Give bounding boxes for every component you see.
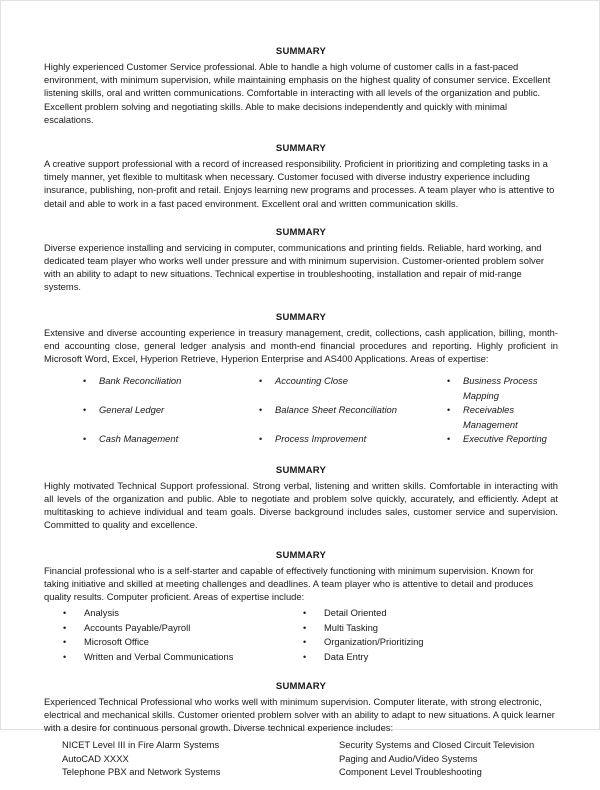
- list-item: [83, 403, 259, 432]
- section-heading: SUMMARY: [275, 311, 327, 323]
- list-item: [63, 621, 303, 636]
- bullet-icon: •: [259, 405, 263, 416]
- list-item-label: Microsoft Office: [84, 636, 149, 648]
- list-item-label: Cash Management: [99, 433, 179, 445]
- section-heading: SUMMARY: [275, 680, 327, 692]
- list-item-label: Data Entry: [324, 650, 369, 662]
- section-heading: SUMMARY: [275, 464, 327, 476]
- summary-section-3: [44, 226, 558, 294]
- bullet-icon: •: [447, 434, 451, 445]
- list-item-label: Accounting Close: [275, 375, 348, 387]
- section-paragraph: Diverse experience installing and servicing in computer, communications and printing fields. Reliable, hard working, and dedicated team player who works well under pressure and with minimum supervision. Customer-oriented problem solver with an ability to adapt to new situations. Technical expertise in troubleshooting, installation and repair of mid-range systems.: [44, 241, 545, 293]
- list-item: AutoCAD XXXX: [62, 752, 129, 764]
- list-item: [303, 606, 558, 621]
- bullet-icon: •: [303, 622, 307, 633]
- bullet-icon: •: [303, 637, 307, 648]
- technical-experience-grid-two-column: [62, 738, 558, 779]
- bullet-icon: •: [259, 434, 263, 445]
- list-item: [447, 374, 558, 403]
- summary-section-1: [44, 45, 558, 126]
- summary-section-2: [44, 142, 558, 210]
- list-item: Paging and Audio/Video Systems: [339, 752, 478, 764]
- section-heading: SUMMARY: [275, 46, 327, 57]
- bullet-icon: •: [303, 651, 307, 662]
- list-item: [83, 432, 259, 447]
- list-item: NICET Level III in Fire Alarm Systems: [62, 739, 220, 751]
- list-item: [63, 650, 303, 665]
- list-item: Telephone PBX and Network Systems: [62, 766, 221, 778]
- bullet-icon: •: [447, 405, 451, 416]
- list-item: [447, 432, 558, 447]
- expertise-bullet-grid-three-column: [83, 374, 558, 447]
- list-item: [83, 374, 259, 403]
- list-item: [63, 606, 303, 621]
- bullet-icon: •: [83, 434, 87, 445]
- list-item-label: Executive Reporting: [463, 433, 547, 445]
- list-item: [303, 650, 558, 665]
- list-item-label: Multi Tasking: [324, 621, 379, 633]
- list-item-label: Organization/Prioritizing: [324, 636, 424, 648]
- summary-section-4: [44, 311, 558, 447]
- summary-section-7: [44, 680, 558, 779]
- bullet-icon: •: [303, 608, 307, 619]
- summary-section-5: [44, 464, 558, 532]
- bullet-icon: •: [63, 651, 67, 662]
- list-item-label: Analysis: [84, 607, 119, 619]
- list-item-label: Receivables Management: [463, 404, 518, 430]
- section-paragraph: Experienced Technical Professional who works well with minimum supervision. Computer literate, with strong electronic, electrical and mechanical skills. Customer oriented problem solver with an ability to adapt to new situations. A quick learner with a desire for continuous personal growth. Diverse technical experience includes:: [44, 695, 555, 733]
- list-item-label: Process Improvement: [275, 433, 367, 445]
- bullet-icon: •: [259, 376, 263, 387]
- list-item: [303, 621, 558, 636]
- list-item-label: Business Process Mapping: [463, 375, 538, 401]
- bullet-icon: •: [83, 405, 87, 416]
- section-heading: SUMMARY: [275, 226, 327, 238]
- document-body: [44, 45, 558, 790]
- section-paragraph: Highly motivated Technical Support professional. Strong verbal, listening and written skills. Comfortable in interacting with all levels of the organization and public. Able to negotiate and problem solve quickly, accurately, and efficiently. Adept at multitasking to achieve individual and team goals. Diverse background includes sales, customer service and supervision. Committed to quality and excellence.: [44, 479, 558, 531]
- list-item: [63, 635, 303, 650]
- bullet-icon: •: [447, 376, 451, 387]
- section-heading: SUMMARY: [275, 549, 327, 561]
- list-item: Security Systems and Closed Circuit Television: [339, 739, 535, 751]
- list-item: [303, 635, 558, 650]
- expertise-bullet-grid-two-column: [63, 606, 558, 664]
- bullet-icon: •: [83, 376, 87, 387]
- bullet-icon: •: [63, 622, 67, 633]
- section-paragraph: Financial professional who is a self-starter and capable of effectively functioning with minimum supervision. Known for taking initiative and skilled at meeting challenges and deadlines. A team player who is attentive to detail and produces quality results. Computer proficient. Areas of expertise include:: [44, 564, 534, 602]
- list-item-label: Written and Verbal Communications: [84, 650, 234, 662]
- list-item-label: General Ledger: [99, 404, 165, 416]
- list-item-label: Detail Oriented: [324, 607, 387, 619]
- section-paragraph: A creative support professional with a record of increased responsibility. Proficient in prioritizing and completing tasks in a timely manner, yet flexible to multitask when necessary. Customer focused with diverse industry experience including insurance, publishing, non-profit and retail. Enjoys learning new programs and processes. A team player who is attentive to detail and able to work in a fast paced environment. Excellent oral and written communication skills.: [44, 158, 555, 209]
- section-paragraph: Extensive and diverse accounting experience in treasury management, credit, collections, cash application, billing, month-end accounting close, general ledger analysis and month-end financial procedures and reporting. Highly proficient in Microsoft Word, Excel, Hyperion Retrieve, Hyperion Enterprise and AS400 Applications. Areas of expertise:: [44, 326, 558, 365]
- list-item-label: Balance Sheet Reconciliation: [275, 404, 397, 416]
- list-item: [447, 403, 558, 432]
- summary-section-6: [44, 549, 558, 665]
- section-paragraph: Highly experienced Customer Service professional. Able to handle a high volume of customer calls in a fast-paced environment, with minimum supervision, while maintaining emphasis on the highest quality of consumer service. Excellent listening skills, oral and written communications. Comfortable in interacting with all levels of the organization and public. Excellent problem solving and negotiating skills. Able to make decisions independently and quickly with minimal escalations.: [44, 61, 551, 125]
- bullet-icon: •: [63, 637, 67, 648]
- list-item-label: Accounts Payable/Payroll: [84, 621, 191, 633]
- list-item: [259, 403, 447, 432]
- bullet-icon: •: [63, 608, 67, 619]
- list-item: [259, 432, 447, 447]
- list-item: [259, 374, 447, 403]
- list-item-label: Bank Reconciliation: [99, 375, 182, 387]
- section-heading: SUMMARY: [275, 143, 327, 155]
- list-item: Component Level Troubleshooting: [339, 766, 482, 778]
